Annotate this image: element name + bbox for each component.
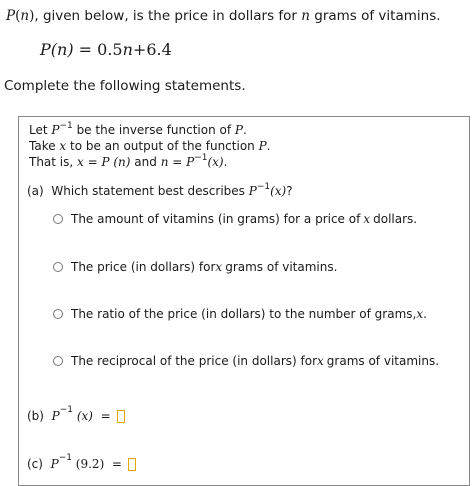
option-reciprocal[interactable]: The reciprocal of the price (in dollars) for x grams of vitamins. xyxy=(53,354,439,368)
part-c: (c) P −1 (9.2) = xyxy=(27,457,136,471)
option-price[interactable]: The price (in dollars) for x grams of vitamins. xyxy=(53,260,337,274)
radio-button[interactable] xyxy=(53,214,63,224)
instruction-text: Complete the following statements. xyxy=(4,78,246,94)
definition-line-2: Take x to be an output of the function P. xyxy=(29,139,271,153)
question-panel xyxy=(18,116,470,486)
answer-input-b[interactable] xyxy=(117,410,125,423)
option-ratio[interactable]: The ratio of the price (in dollars) to the number of grams, x . xyxy=(53,307,427,321)
definition-line-3: That is, x = P (n) and $n = P^{-1}(x)$. xyxy=(29,153,228,169)
question-a: (a) Which statement best describes $P^{-1}(x)$? xyxy=(27,182,293,198)
radio-button[interactable] xyxy=(53,262,63,272)
intro-func: P xyxy=(6,8,16,24)
answer-input-c[interactable] xyxy=(128,458,136,471)
definition-line-1: Let $P^{-1}$ be the inverse function of P. xyxy=(29,121,247,137)
part-b: (b) P −1 (x) = xyxy=(27,409,125,423)
intro-sentence: P(n), given below, is the price in dollars for n grams of vitamins. xyxy=(6,8,441,24)
radio-button[interactable] xyxy=(53,356,63,366)
option-amount[interactable]: The amount of vitamins (in grams) for a price of x dollars. xyxy=(53,212,417,226)
price-formula: P(n) = 0.5n+6.4 xyxy=(40,40,172,59)
radio-button[interactable] xyxy=(53,309,63,319)
